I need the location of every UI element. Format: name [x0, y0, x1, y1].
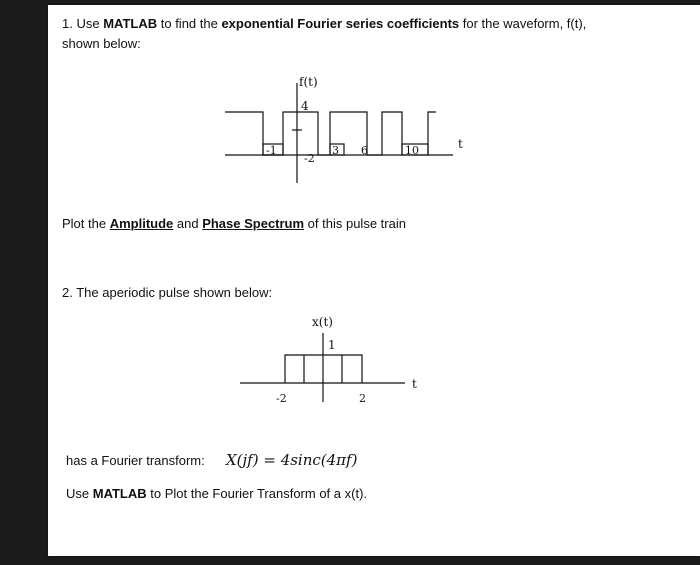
q1-task-e: of this pulse train	[304, 216, 406, 231]
question-1-number: 1.	[62, 16, 73, 31]
f-y-label: f(t)	[299, 75, 318, 89]
q1-text-a: Use	[76, 16, 104, 31]
f-tick-label-6: 6	[361, 144, 368, 157]
x-y-label: x(t)	[312, 315, 333, 329]
q1-amplitude-keyword: Amplitude	[109, 216, 174, 231]
question-2-final-instruction	[66, 486, 367, 501]
f-tick-label-3: 3	[332, 144, 339, 157]
f-t-label: t	[458, 137, 463, 151]
q2-final-a: Use	[66, 486, 93, 501]
q2-final-c: to Plot the Fourier Transform of a x(t).	[146, 486, 368, 501]
q1-text-e: for the waveform, f(t),	[459, 16, 587, 31]
transform-formula: X(jf) = 4sinc(4πf)	[226, 451, 358, 469]
q1-matlab-keyword: MATLAB	[103, 16, 158, 31]
q1-text-c: to find the	[157, 16, 222, 31]
question-2-number: 2.	[62, 285, 73, 300]
question-1-line-2: shown below:	[62, 36, 141, 51]
x-t-label: t	[412, 377, 417, 391]
f-amplitude-label: 4	[301, 99, 309, 113]
x-tick-label-minus2: -2	[276, 392, 287, 405]
q1-exp-fourier-keyword: exponential Fourier series coefficients	[221, 16, 460, 31]
x-amplitude-label: 1	[328, 338, 336, 352]
q2-intro-text: The aperiodic pulse shown below:	[76, 285, 273, 300]
q1-task-a: Plot the	[62, 216, 110, 231]
f-tick-label-10: 10	[405, 144, 419, 157]
q1-phase-spectrum-keyword: Phase Spectrum	[202, 216, 305, 231]
q2-matlab-keyword: MATLAB	[92, 486, 147, 501]
q1-task-c: and	[173, 216, 203, 231]
f-tick-label-minus1: -1	[266, 144, 277, 157]
transform-label: has a Fourier transform:	[66, 453, 205, 468]
x-tick-label-2: 2	[359, 392, 366, 405]
f-tick-label-minus2: -2	[304, 152, 315, 165]
